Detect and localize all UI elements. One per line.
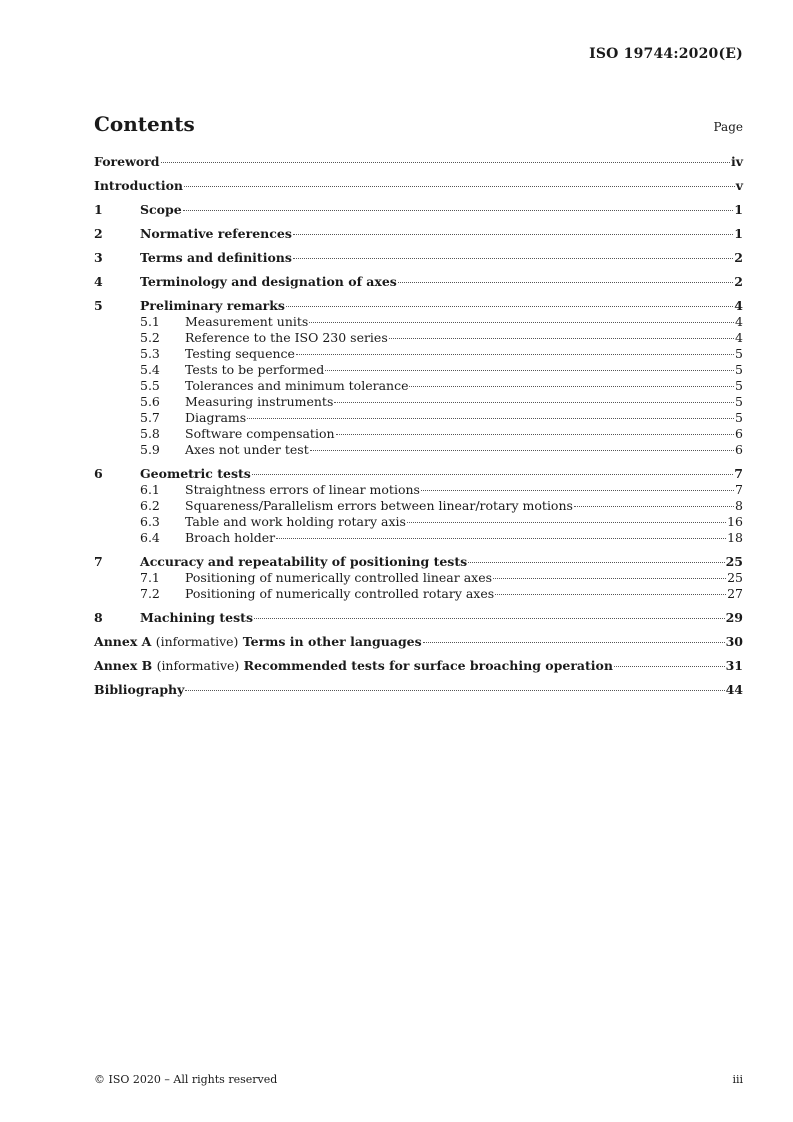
toc-entry-page: 25 <box>725 554 743 569</box>
toc-entry[interactable] <box>94 154 743 170</box>
toc-entry-label: Bibliography <box>94 682 185 697</box>
dot-leader <box>614 666 725 667</box>
dot-leader <box>336 434 735 435</box>
toc-entry-label: Table and work holding rotary axis <box>185 514 406 529</box>
toc-entry-label: Terminology and designation of axes <box>140 274 397 289</box>
toc-entry-number: 5.8 <box>140 426 160 441</box>
dot-leader <box>334 402 734 403</box>
toc-entry-page: 2 <box>734 250 743 265</box>
toc-entry-page: 6 <box>735 426 743 441</box>
dot-leader <box>409 386 734 387</box>
toc-entry-number: 5.1 <box>140 314 160 329</box>
dot-leader <box>493 578 726 579</box>
toc-entry[interactable] <box>94 274 743 290</box>
toc-entry-page: 6 <box>735 442 743 457</box>
toc-entry-number: 2 <box>94 226 103 241</box>
toc-subentry[interactable] <box>94 570 743 586</box>
toc-entry-number: 7.1 <box>140 570 160 585</box>
table-of-contents <box>94 154 743 698</box>
toc-subentry[interactable] <box>94 394 743 410</box>
dot-leader <box>468 562 724 563</box>
toc-entry-page: 18 <box>727 530 743 545</box>
dot-leader <box>296 354 734 355</box>
toc-entry-label: Normative references <box>140 226 292 241</box>
annex-informative-tag: (informative) <box>156 658 240 673</box>
toc-entry-page: 5 <box>735 346 743 361</box>
toc-entry-page: 7 <box>735 482 743 497</box>
toc-entry[interactable] <box>94 250 743 266</box>
toc-entry-number: 1 <box>94 202 103 217</box>
toc-entry-page: 4 <box>735 314 743 329</box>
toc-subentry[interactable] <box>94 426 743 442</box>
toc-entry-number: 8 <box>94 610 103 625</box>
toc-entry-number: 5.4 <box>140 362 160 377</box>
dot-leader <box>325 370 734 371</box>
toc-entry-label: Terms and definitions <box>140 250 292 265</box>
page-column-label: Page <box>713 120 743 134</box>
annex-title: Recommended tests for surface broaching operation <box>243 658 613 673</box>
toc-entry-page: 7 <box>734 466 743 481</box>
dot-leader <box>286 306 733 307</box>
toc-entry[interactable] <box>94 658 743 674</box>
toc-subentry[interactable] <box>94 482 743 498</box>
toc-entry-page: 5 <box>735 394 743 409</box>
toc-entry-number: 6 <box>94 466 103 481</box>
toc-entry-number: 6.4 <box>140 530 160 545</box>
toc-entry-label: Diagrams <box>185 410 247 425</box>
toc-entry-page: 16 <box>727 514 743 529</box>
toc-entry-label: Geometric tests <box>140 466 251 481</box>
dot-leader <box>293 258 733 259</box>
toc-subentry[interactable] <box>94 530 743 546</box>
dot-leader <box>407 522 726 523</box>
toc-entry-page: 5 <box>735 410 743 425</box>
dot-leader <box>183 210 734 211</box>
toc-entry-number: 7.2 <box>140 586 160 601</box>
dot-leader <box>495 594 726 595</box>
toc-entry-label: Measurement units <box>185 314 309 329</box>
annex-label: Annex A <box>94 634 152 649</box>
toc-subentry[interactable] <box>94 498 743 514</box>
toc-entry-page: 27 <box>727 586 743 601</box>
toc-entry-page: 2 <box>734 274 743 289</box>
dot-leader <box>161 162 730 163</box>
toc-entry-number: 5.7 <box>140 410 160 425</box>
toc-subentry[interactable] <box>94 330 743 346</box>
toc-entry-label: Axes not under test <box>185 442 309 457</box>
toc-entry-page: iv <box>730 154 743 169</box>
dot-leader <box>184 186 735 187</box>
toc-entry-label: Introduction <box>94 178 184 193</box>
toc-entry-page: 1 <box>734 202 743 217</box>
toc-entry-label: Straightness errors of linear motions <box>185 482 420 497</box>
dot-leader <box>389 338 734 339</box>
toc-entry-page: 5 <box>735 362 743 377</box>
copyright-notice: © ISO 2020 – All rights reserved <box>94 1073 278 1086</box>
toc-entry[interactable] <box>94 554 743 570</box>
toc-entry[interactable] <box>94 634 743 650</box>
toc-entry-label: Tests to be performed <box>185 362 325 377</box>
toc-entry-label: Measuring instruments <box>185 394 334 409</box>
toc-entry-label <box>94 634 422 650</box>
toc-entry-page: 29 <box>725 610 743 625</box>
dot-leader <box>310 450 734 451</box>
toc-entry-number: 5 <box>94 298 103 313</box>
toc-entry-page: v <box>735 178 743 193</box>
toc-subentry[interactable] <box>94 410 743 426</box>
toc-entry-page: 25 <box>727 570 743 585</box>
toc-entry-page: 8 <box>735 498 743 513</box>
toc-entry-label: Preliminary remarks <box>140 298 285 313</box>
toc-entry-number: 6.3 <box>140 514 160 529</box>
toc-entry-page: 1 <box>734 226 743 241</box>
toc-entry-number: 3 <box>94 250 103 265</box>
toc-subentry[interactable] <box>94 346 743 362</box>
toc-subentry[interactable] <box>94 442 743 458</box>
toc-entry-page: 4 <box>734 298 743 313</box>
toc-entry-page: 31 <box>725 658 743 673</box>
dot-leader <box>247 418 734 419</box>
toc-entry[interactable] <box>94 178 743 194</box>
dot-leader <box>185 690 724 691</box>
toc-entry-label: Accuracy and repeatability of positioning tests <box>140 554 468 569</box>
dot-leader <box>423 642 725 643</box>
toc-entry-page: 30 <box>725 634 743 649</box>
annex-title: Terms in other languages <box>242 634 422 649</box>
footer <box>94 1073 743 1086</box>
toc-entry-label: Machining tests <box>140 610 253 625</box>
toc-entry[interactable] <box>94 298 743 314</box>
toc-entry-label: Foreword <box>94 154 160 169</box>
page-number: iii <box>732 1073 743 1086</box>
toc-entry-label: Broach holder <box>185 530 276 545</box>
title-row <box>94 112 743 136</box>
dot-leader <box>398 282 733 283</box>
toc-entry-number: 5.9 <box>140 442 160 457</box>
toc-entry[interactable] <box>94 610 743 626</box>
dot-leader <box>574 506 734 507</box>
toc-entry-label: Positioning of numerically controlled rotary axes <box>185 586 495 601</box>
toc-entry-number: 5.2 <box>140 330 160 345</box>
toc-entry-label <box>94 658 613 674</box>
toc-entry-number: 5.5 <box>140 378 160 393</box>
toc-entry-number: 6.1 <box>140 482 160 497</box>
toc-entry-label: Software compensation <box>185 426 335 441</box>
toc-entry[interactable] <box>94 226 743 242</box>
dot-leader <box>254 618 725 619</box>
toc-entry-number: 4 <box>94 274 103 289</box>
toc-entry-page: 4 <box>735 330 743 345</box>
dot-leader <box>293 234 733 235</box>
toc-subentry[interactable] <box>94 514 743 530</box>
dot-leader <box>276 538 726 539</box>
toc-subentry[interactable] <box>94 586 743 602</box>
toc-subentry[interactable] <box>94 314 743 330</box>
dot-leader <box>421 490 734 491</box>
toc-entry-number: 5.6 <box>140 394 160 409</box>
dot-leader <box>252 474 734 475</box>
toc-entry-label: Reference to the ISO 230 series <box>185 330 388 345</box>
annex-label: Annex B <box>94 658 153 673</box>
toc-subentry[interactable] <box>94 362 743 378</box>
toc-entry[interactable] <box>94 682 743 698</box>
dot-leader <box>309 322 734 323</box>
toc-entry[interactable] <box>94 466 743 482</box>
annex-informative-tag: (informative) <box>155 634 239 649</box>
toc-entry-page: 5 <box>735 378 743 393</box>
document-code: ISO 19744:2020(E) <box>589 46 743 62</box>
toc-entry-label: Scope <box>140 202 182 217</box>
toc-entry-label: Tolerances and minimum tolerance <box>185 378 409 393</box>
toc-entry-number: 5.3 <box>140 346 160 361</box>
toc-entry-label: Squareness/Parallelism errors between linear/rotary motions <box>185 498 573 513</box>
toc-entry-label: Testing sequence <box>185 346 295 361</box>
page-title: Contents <box>94 112 195 136</box>
toc-entry-number: 7 <box>94 554 103 569</box>
toc-subentry[interactable] <box>94 378 743 394</box>
toc-entry-page: 44 <box>725 682 743 697</box>
toc-entry-label: Positioning of numerically controlled linear axes <box>185 570 493 585</box>
toc-entry-number: 6.2 <box>140 498 160 513</box>
toc-entry[interactable] <box>94 202 743 218</box>
